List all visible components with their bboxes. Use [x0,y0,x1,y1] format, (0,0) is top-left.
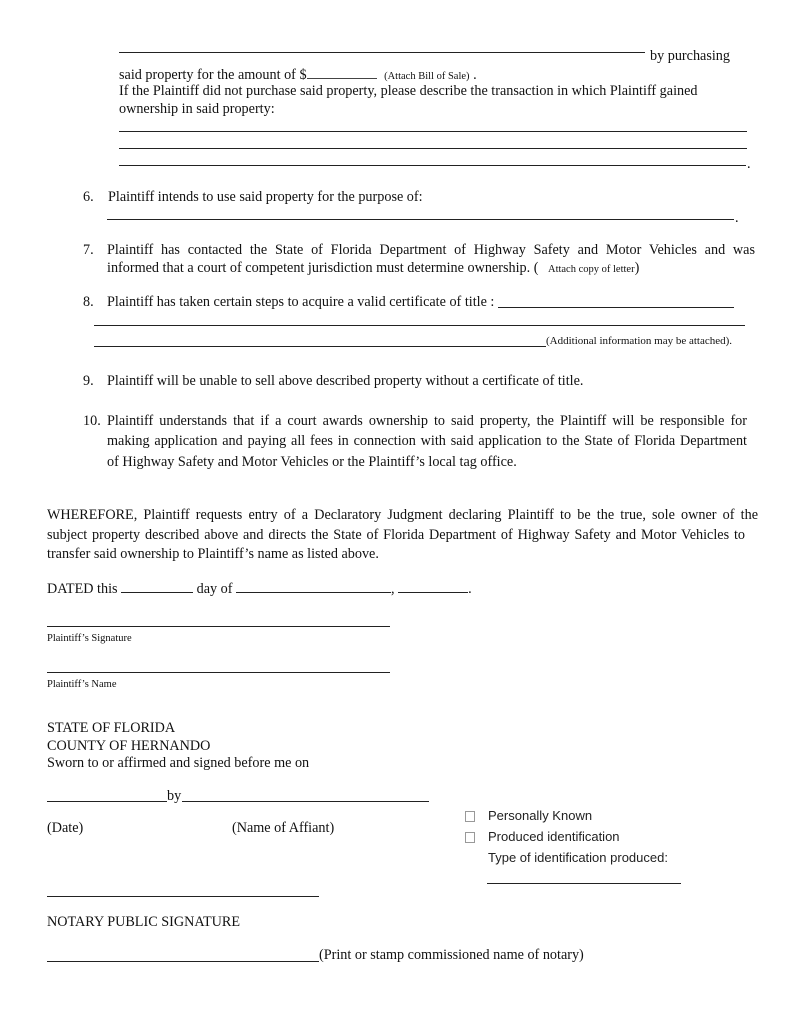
item-6-number: 6. [83,189,94,205]
item-8-text: Plaintiff has taken certain steps to acquire a valid certificate of title : [107,294,495,310]
item-8-number: 8. [83,294,94,310]
attach-letter-note: Attach copy of letter [547,264,635,275]
item-7-close: ) [634,260,640,276]
additional-info-note: (Additional information may be attached). [546,335,733,347]
dated-comma: , [391,581,395,597]
transaction-prompt-2: ownership in said property: [119,101,275,117]
item-10-line1: Plaintiff understands that if a court awards ownership to said property, the Plaintiff will be responsible for [107,413,747,429]
id-type-field[interactable] [487,883,681,884]
plaintiff-signature-label: Plaintiff’s Signature [47,633,132,644]
dated-prefix: DATED this [47,581,118,597]
dated-line [47,580,472,598]
item-7-number: 7. [83,242,94,258]
dated-day-field[interactable] [121,580,193,593]
personally-known-label: Personally Known [488,808,593,823]
state-heading: STATE OF FLORIDA [47,720,176,736]
by-text: by [167,788,182,804]
item-9-text: Plaintiff will be unable to sell above described property without a certificate of title. [107,373,584,389]
dated-month-field[interactable] [236,580,391,593]
item-7-line1: Plaintiff has contacted the State of Florida Department of Highway Safety and Motor Vehicles and was [107,242,755,258]
transaction-line-2[interactable] [119,148,747,149]
certificate-steps-field-1[interactable] [498,307,734,308]
dated-day-of: day of [196,581,233,597]
purchase-description-field[interactable] [119,52,645,53]
plaintiff-name-field[interactable] [47,672,390,673]
notary-signature-label: NOTARY PUBLIC SIGNATURE [47,914,241,930]
item-7-line2-text: informed that a court of competent jurisdiction must determine ownership. ( [107,260,539,276]
purpose-field[interactable] [107,219,734,220]
item-10-line2: making application and paying all fees in connection with said application to the State of Florida Department [107,433,747,449]
attach-bill-end: . [469,67,477,83]
transaction-prompt: If the Plaintiff did not purchase said property, please describe the transaction in which Plaintiff gained [119,83,698,99]
transaction-line-1[interactable] [119,131,747,132]
wherefore-line3: transfer said ownership to Plaintiff’s name as listed above. [47,546,379,562]
notary-signature-field[interactable] [47,896,319,897]
date-label: (Date) [47,820,84,836]
affiant-label: (Name of Affiant) [232,820,335,836]
county-heading: COUNTY OF HERNANDO [47,738,211,754]
id-type-label: Type of identification produced: [488,850,668,865]
certificate-steps-field-3[interactable] [94,346,546,347]
transaction-period: . [747,156,751,172]
notary-print-name-label: (Print or stamp commissioned name of notary) [319,947,584,963]
sworn-text: Sworn to or affirmed and signed before me on [47,755,310,771]
dated-year-field[interactable] [398,580,468,593]
dated-period: . [468,581,472,597]
wherefore-line2: subject property described above and directs the State of Florida Department of Highway Safety and Motor Vehicles to [47,527,745,543]
sworn-date-field[interactable] [47,801,167,802]
item-6-text: Plaintiff intends to use said property for the purpose of: [108,189,423,205]
wherefore-line1: WHEREFORE, Plaintiff requests entry of a Declaratory Judgment declaring Plaintiff to be the true, sole owner of the [47,507,758,523]
plaintiff-name-label: Plaintiff’s Name [47,679,117,690]
amount-prefix: said property for the amount of $ [119,67,307,83]
personally-known-checkbox[interactable] [465,811,475,822]
item-6-period: . [735,210,739,226]
item-10-number: 10. [83,413,101,429]
item-10-line3: of Highway Safety and Motor Vehicles or the Plaintiff’s local tag office. [107,454,517,470]
affiant-name-field[interactable] [182,801,429,802]
transaction-line-3[interactable] [119,165,746,166]
item-7-line2 [107,260,639,278]
item-9-number: 9. [83,373,94,389]
attach-bill-note: (Attach Bill of Sale) [384,71,470,82]
certificate-steps-field-2[interactable] [94,325,745,326]
produced-identification-checkbox[interactable] [465,832,475,843]
by-purchasing-text: by purchasing [650,48,730,64]
produced-identification-label: Produced identification [488,829,620,844]
amount-field[interactable] [307,66,377,79]
plaintiff-signature-field[interactable] [47,626,390,627]
notary-print-name-field[interactable] [47,961,319,962]
